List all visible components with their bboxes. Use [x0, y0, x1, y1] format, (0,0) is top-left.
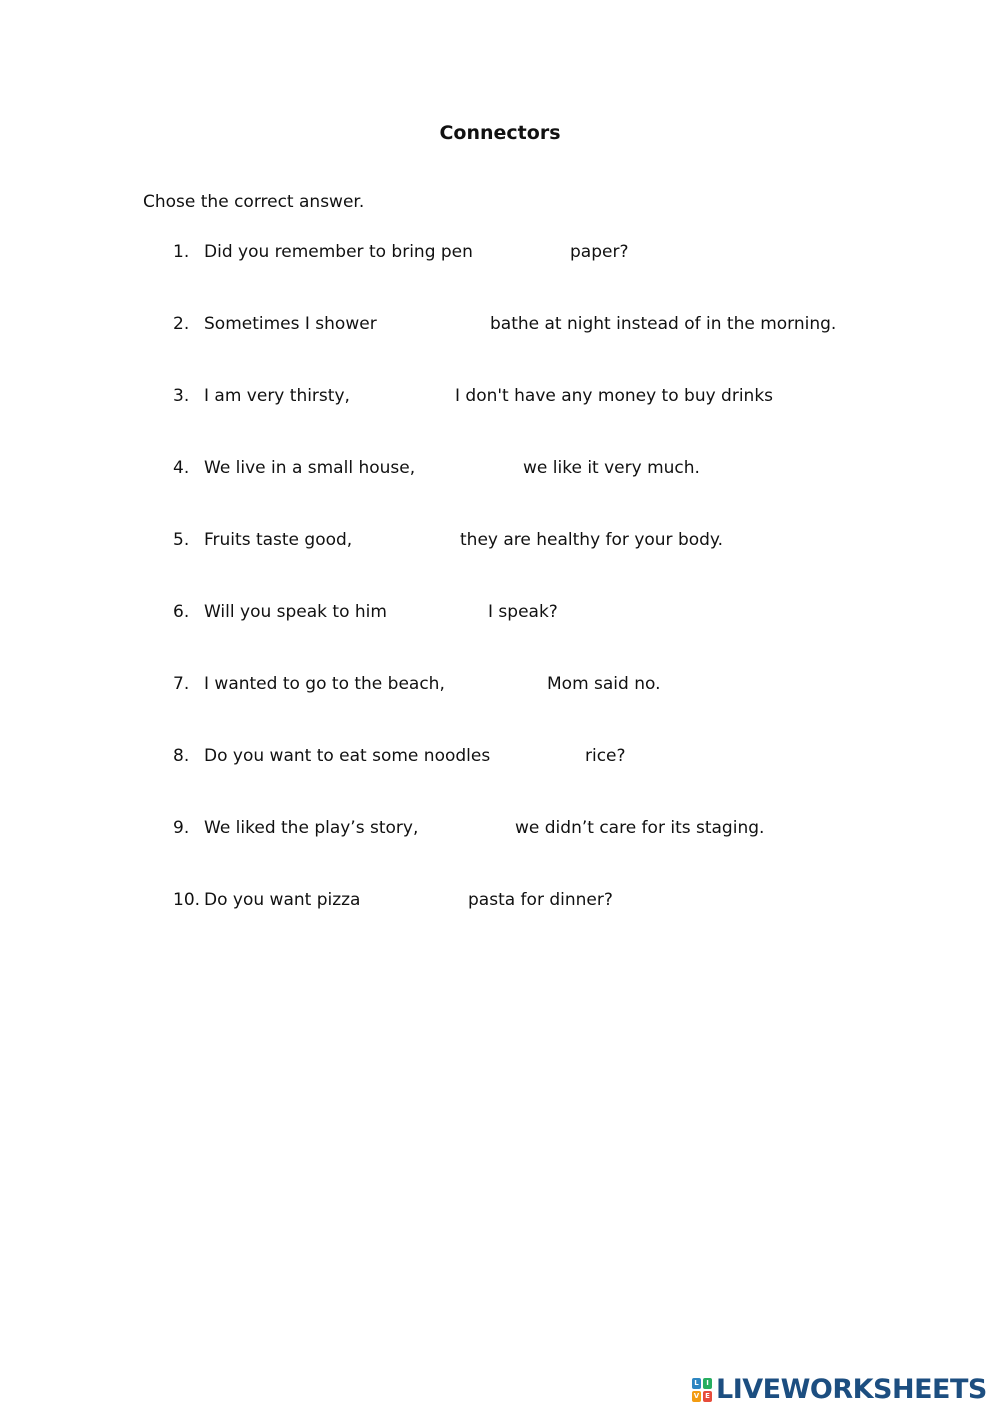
question-text-after: I speak? — [488, 602, 558, 622]
question-9 — [0, 816, 1000, 842]
question-text-after: we like it very much. — [523, 458, 700, 478]
question-4 — [0, 456, 1000, 482]
instructions: Chose the correct answer. — [143, 192, 365, 212]
question-text-after: Mom said no. — [547, 674, 661, 694]
question-text-before: Do you want pizza — [204, 890, 361, 910]
question-text-before: I wanted to go to the beach, — [204, 674, 445, 694]
question-text-after: pasta for dinner? — [468, 890, 613, 910]
question-text-before: We liked the play’s story, — [204, 818, 419, 838]
question-text-before: Do you want to eat some noodles — [204, 746, 491, 766]
question-1 — [0, 240, 1000, 266]
answer-blank[interactable] — [489, 745, 575, 767]
answer-blank[interactable] — [349, 385, 445, 407]
answer-blank[interactable] — [356, 529, 450, 551]
question-5 — [0, 528, 1000, 554]
question-text-after: rice? — [585, 746, 626, 766]
question-6 — [0, 600, 1000, 626]
question-number: 10. — [173, 890, 201, 910]
answer-blank[interactable] — [415, 817, 505, 839]
question-number: 2. — [173, 314, 190, 334]
question-number: 8. — [173, 746, 190, 766]
question-number: 6. — [173, 602, 190, 622]
question-10 — [0, 888, 1000, 914]
logo-tile: I — [703, 1378, 712, 1389]
question-text-before: We live in a small house, — [204, 458, 416, 478]
answer-blank[interactable] — [388, 601, 478, 623]
question-number: 9. — [173, 818, 190, 838]
question-3 — [0, 384, 1000, 410]
question-text-after: I don't have any money to buy drinks — [455, 386, 774, 406]
logo-tile: V — [693, 1392, 700, 1400]
liveworksheets-brand — [692, 1374, 987, 1406]
logo-tile: E — [703, 1391, 712, 1402]
logo-tile: L — [692, 1378, 701, 1389]
question-text-before: Will you speak to him — [204, 602, 387, 622]
question-text-after: we didn’t care for its staging. — [515, 818, 765, 838]
answer-blank[interactable] — [414, 457, 513, 479]
liveworksheets-logo-icon — [692, 1378, 712, 1402]
question-text-before: Fruits taste good, — [204, 530, 353, 550]
question-8 — [0, 744, 1000, 770]
question-7 — [0, 672, 1000, 698]
question-text-after: they are healthy for your body. — [460, 530, 723, 550]
question-number: 4. — [173, 458, 190, 478]
question-text-before: Did you remember to bring pen — [204, 242, 473, 262]
question-number: 5. — [173, 530, 190, 550]
question-number: 3. — [173, 386, 190, 406]
answer-blank[interactable] — [474, 241, 560, 263]
question-2 — [0, 312, 1000, 338]
answer-blank[interactable] — [363, 889, 458, 911]
brand-name: LIVEWORKSHEETS — [716, 1374, 987, 1405]
question-text-after: bathe at night instead of in the morning. — [490, 314, 837, 334]
question-text-before: Sometimes I shower — [204, 314, 377, 334]
question-number: 7. — [173, 674, 190, 694]
answer-blank[interactable] — [442, 673, 537, 695]
answer-blank[interactable] — [380, 313, 480, 335]
question-text-after: paper? — [570, 242, 629, 262]
question-text-before: I am very thirsty, — [204, 386, 350, 406]
page-title: Connectors — [439, 122, 561, 144]
question-number: 1. — [173, 242, 190, 262]
